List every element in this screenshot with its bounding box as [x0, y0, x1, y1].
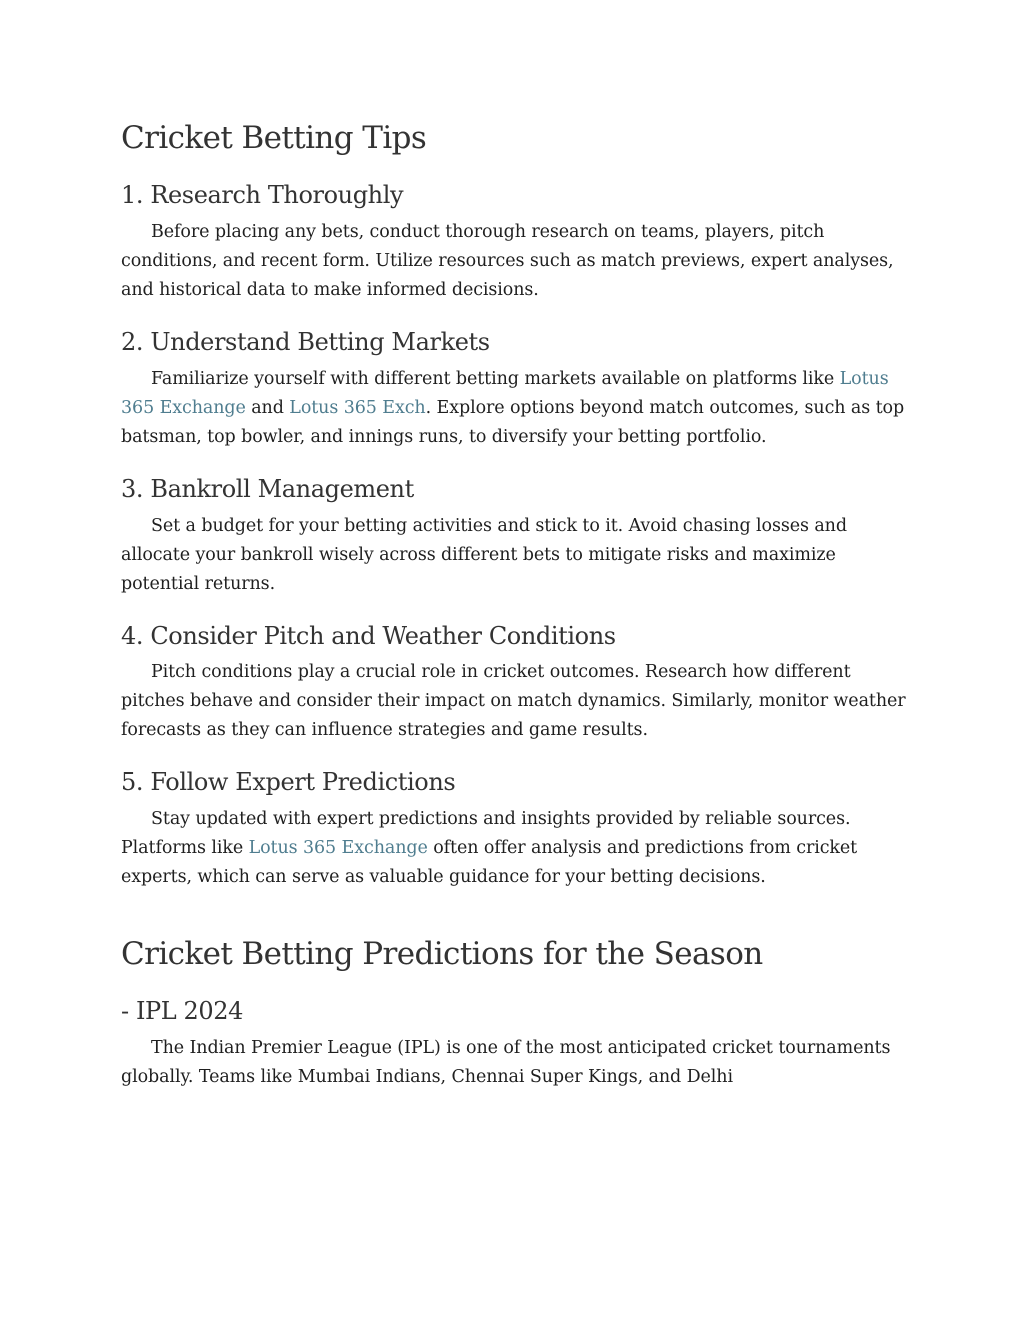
markets-text-part-a: Familiarize yourself with different betting markets available on platforms like	[151, 368, 840, 389]
lotus-exchange-link[interactable]: Lotus 365 Exchange	[121, 368, 889, 418]
section-heading-research: 1. Research Thoroughly	[121, 181, 404, 210]
section-text-markets	[121, 365, 911, 452]
lotus-exch-link[interactable]: Lotus 365 Exch	[289, 397, 426, 418]
section-text-ipl: The Indian Premier League (IPL) is one of the most anticipated cricket tournaments globally. Teams like Mumbai Indians, Chennai Super Kings, and Delhi	[121, 1038, 891, 1088]
document-page	[121, 120, 911, 1115]
lotus-exchange-link-2[interactable]: Lotus 365 Exchange	[248, 838, 428, 859]
section-heading-pitch-weather: 4. Consider Pitch and Weather Conditions	[121, 621, 616, 650]
expert-text-part-a: Stay updated with expert predictions and insights provided by reliable sources. Platforms like	[121, 809, 851, 859]
markets-text-part-c: . Explore options beyond match outcomes, such as top batsman, top bowler, and innings runs, to diversify your betting portfolio.	[121, 397, 905, 447]
markets-text-part-b: and	[245, 397, 290, 418]
section-text-expert	[121, 805, 911, 892]
expert-text-part-b: often offer analysis and predictions from cricket experts, which can serve as valuable guidance for your betting decisions.	[121, 838, 858, 888]
predictions-title: Cricket Betting Predictions for the Season	[121, 936, 763, 973]
section-text-pitch-weather: Pitch conditions play a crucial role in cricket outcomes. Research how different pitches behave and consider their impact on match dynamics. Similarly, monitor weather forecasts as they can influence strategies and game results.	[121, 662, 906, 741]
section-heading-markets: 2. Understand Betting Markets	[121, 327, 490, 356]
section-heading-expert: 5. Follow Expert Predictions	[121, 768, 456, 797]
section-heading-ipl: - IPL 2024	[121, 997, 244, 1026]
page-title: Cricket Betting Tips	[121, 120, 427, 156]
section-heading-bankroll: 3. Bankroll Management	[121, 474, 414, 503]
section-text-bankroll: Set a budget for your betting activities and stick to it. Avoid chasing losses and allocate your bankroll wisely across different bets to mitigate risks and maximize potential returns.	[121, 515, 847, 594]
section-text-research: Before placing any bets, conduct thorough research on teams, players, pitch conditions, and recent form. Utilize resources such as match previews, expert analyses, and historical data to make informed decisions.	[121, 221, 894, 300]
